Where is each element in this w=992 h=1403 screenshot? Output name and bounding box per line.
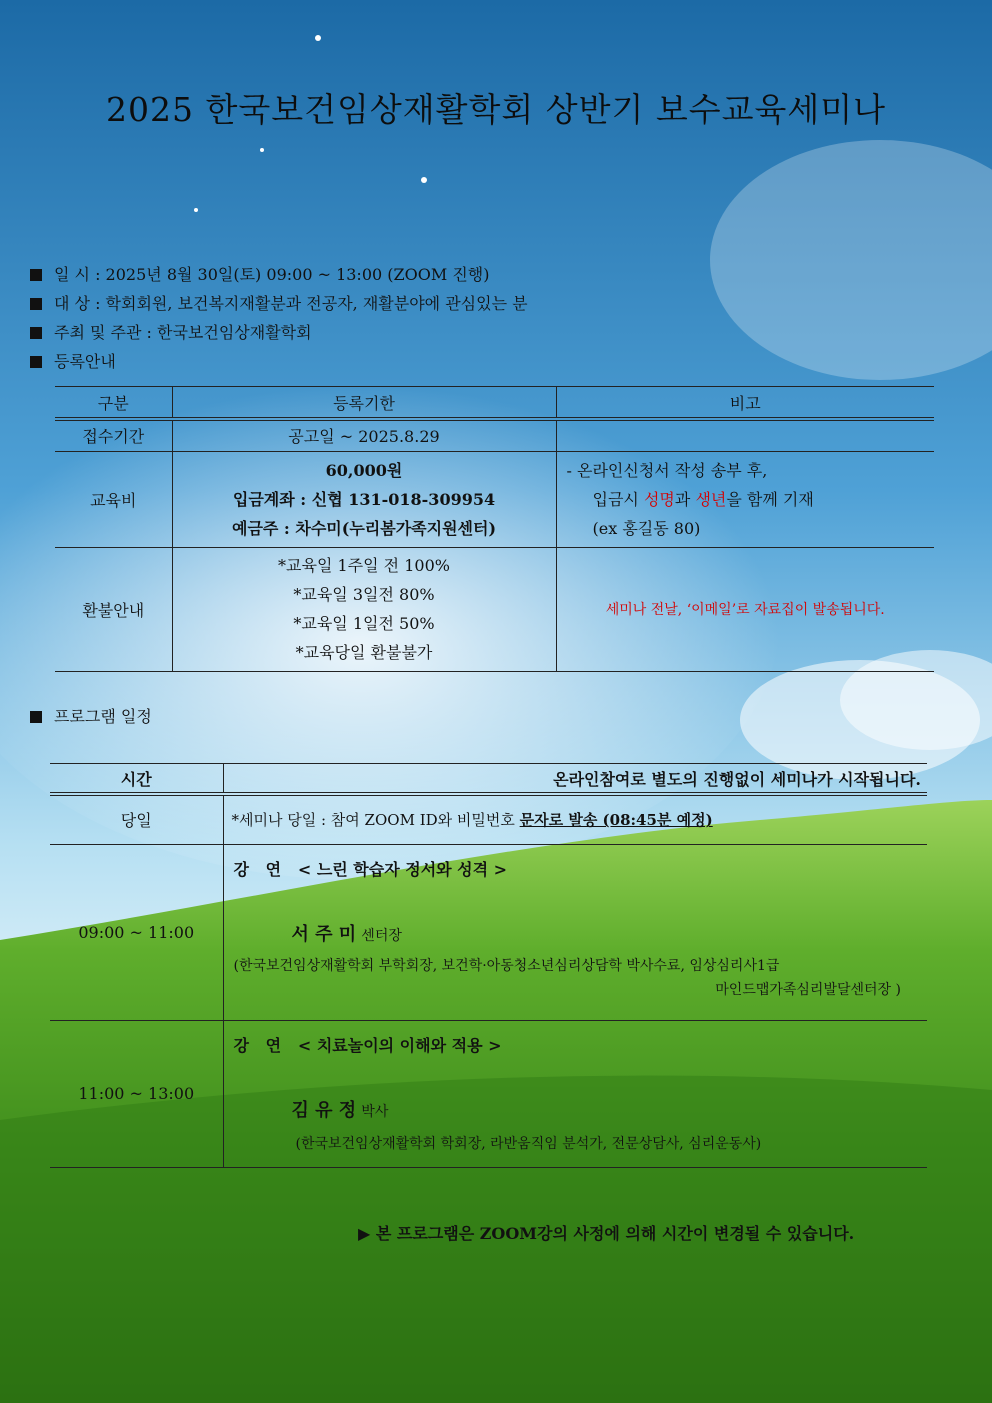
refund-item: *교육일 3일전 80% bbox=[293, 585, 435, 604]
fee-note bbox=[556, 451, 934, 547]
session-speaker bbox=[234, 920, 920, 946]
day-row bbox=[50, 794, 927, 844]
header-time: 시간 bbox=[50, 764, 223, 795]
speaker-name: 서 주 미 bbox=[291, 923, 357, 945]
speaker-bio-line1: (한국보건임상재활학회 학회장, 라반움직임 분석가, 전문상담사, 심리운동사) bbox=[295, 1135, 762, 1152]
fee-amount: 60,000원 bbox=[325, 460, 403, 480]
session-row bbox=[50, 1020, 927, 1167]
refund-item: *교육당일 환불불가 bbox=[295, 643, 433, 662]
header-note: 비고 bbox=[556, 387, 934, 420]
speaker-bio-line1: (한국보건임상재활학회 부학회장, 보건학·아동청소년심리상담학 박사수료, 임상심리사1급 bbox=[233, 957, 780, 974]
page-title: 2025 한국보건임상재활학회 상반기 보수교육세미나 bbox=[105, 90, 886, 129]
fee-note-line1: - 온라인신청서 작성 송부 후, bbox=[566, 460, 768, 480]
header-deadline: 등록기한 bbox=[172, 387, 556, 420]
lecture-title: < 치료놀이의 이해와 적용 > bbox=[297, 1035, 502, 1055]
session-row bbox=[50, 844, 927, 1020]
period-note bbox=[556, 419, 934, 451]
info-registration-heading: 등록안내 bbox=[30, 349, 116, 372]
highlight-name: 성명 bbox=[643, 489, 675, 509]
fee-row bbox=[55, 451, 934, 547]
period-label: 접수기간 bbox=[55, 419, 172, 451]
session-content bbox=[223, 1020, 927, 1167]
fee-label: 교육비 bbox=[55, 451, 172, 547]
header-category: 구분 bbox=[55, 387, 172, 420]
lecture-title: < 느린 학습자 정서와 성격 > bbox=[297, 859, 508, 879]
program-heading: 프로그램 일정 bbox=[30, 704, 152, 727]
registration-header-row bbox=[55, 387, 934, 420]
fee-note-line2: 입금시 성명과 생년을 함께 기재 bbox=[592, 489, 814, 509]
square-bullet-icon bbox=[30, 356, 42, 368]
refund-item: *교육일 1일전 50% bbox=[293, 614, 435, 633]
speaker-name: 김 유 정 bbox=[291, 1099, 357, 1121]
info-audience: 대 상 : 학회회원, 보건복지재활분과 전공자, 재활분야에 관심있는 분 bbox=[30, 291, 528, 314]
fee-holder: 예금주 : 차수미(누리봄가족지원센터) bbox=[231, 518, 497, 538]
refund-row bbox=[55, 547, 934, 671]
fee-details bbox=[172, 451, 556, 547]
speaker-bio-line2: 마인드맵가족심리발달센터장 ) bbox=[715, 981, 901, 998]
session-lecture: 강 연 < 치료놀이의 이해와 적용 > bbox=[233, 1035, 502, 1055]
period-row bbox=[55, 419, 934, 451]
fee-account: 입금계좌 : 신협 131-018-309954 bbox=[232, 489, 496, 509]
sms-notice: 문자로 발송 (08:45분 예정) bbox=[519, 811, 713, 830]
program-header-row bbox=[50, 764, 927, 795]
period-value: 공고일 ~ 2025.8.29 bbox=[172, 419, 556, 451]
square-bullet-icon bbox=[30, 327, 42, 339]
speaker-title: 박사 bbox=[361, 1103, 389, 1120]
square-bullet-icon bbox=[30, 269, 42, 281]
fee-note-line3: (ex 홍길동 80) bbox=[592, 518, 701, 538]
session-lecture: 강 연 < 느린 학습자 정서와 성격 > bbox=[233, 859, 508, 879]
day-notice: *세미나 당일 : 참여 ZOOM ID와 비밀번호 문자로 발송 (08:45분 예정) bbox=[223, 794, 927, 844]
refund-item: *교육일 1주일 전 100% bbox=[278, 556, 450, 575]
session-speaker bbox=[234, 1096, 920, 1122]
refund-label: 환불안내 bbox=[55, 547, 172, 671]
refund-items bbox=[172, 547, 556, 671]
day-label: 당일 bbox=[50, 794, 223, 844]
info-host: 주최 및 주관 : 한국보건임상재활학회 bbox=[30, 320, 312, 343]
session-content bbox=[223, 844, 927, 1020]
highlight-birthyear: 생년 bbox=[695, 489, 727, 509]
square-bullet-icon bbox=[30, 711, 42, 723]
schedule-change-note: ▶ 본 프로그램은 ZOOM강의 사정에 의해 시간이 변경될 수 있습니다. bbox=[358, 1224, 855, 1243]
session-time: 09:00 ~ 11:00 bbox=[50, 844, 223, 1020]
header-online-notice: 온라인참여로 별도의 진행없이 세미나가 시작됩니다. bbox=[223, 764, 927, 795]
refund-note: 세미나 전날, ‘이메일’로 자료집이 발송됩니다. bbox=[556, 547, 934, 671]
square-bullet-icon bbox=[30, 298, 42, 310]
speaker-title: 센터장 bbox=[361, 927, 402, 944]
program-table bbox=[50, 763, 927, 1168]
registration-table bbox=[55, 386, 934, 672]
session-time: 11:00 ~ 13:00 bbox=[50, 1020, 223, 1167]
info-date: 일 시 : 2025년 8월 30일(토) 09:00 ~ 13:00 (ZOOM 진행) bbox=[30, 262, 489, 285]
